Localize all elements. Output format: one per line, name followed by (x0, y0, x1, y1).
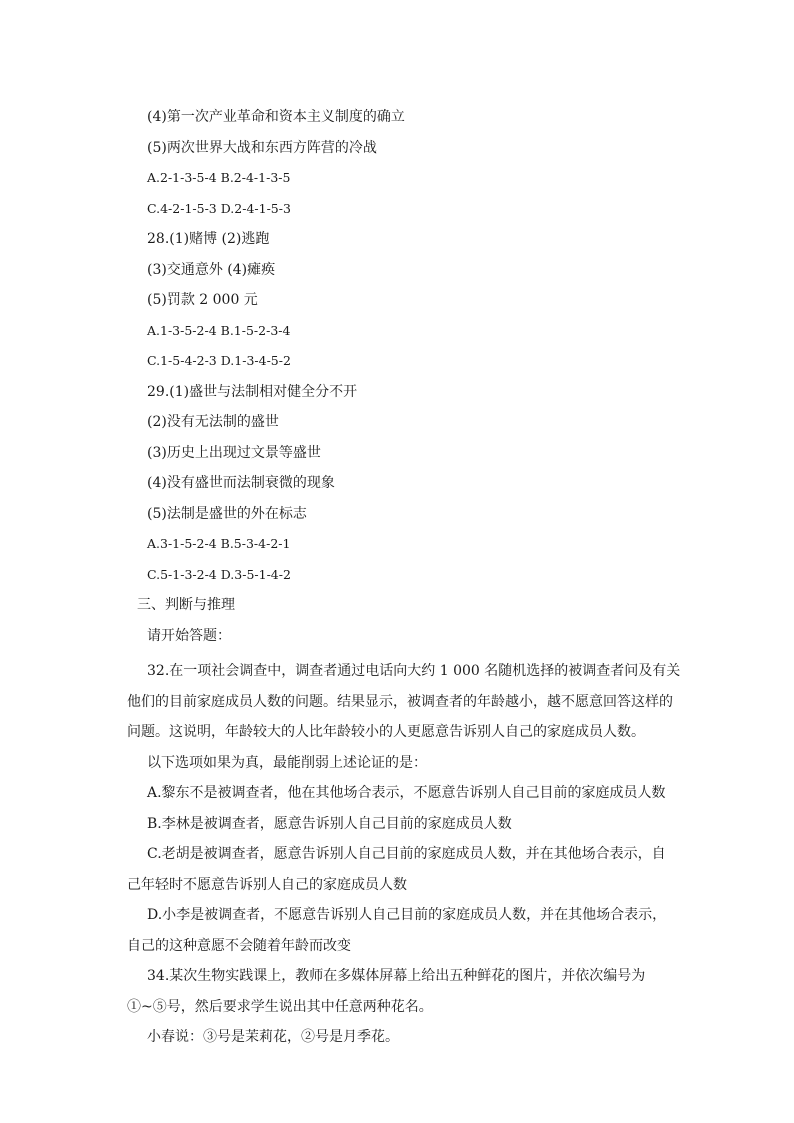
question-32-line: 32.在一项社会调查中，调查者通过电话向大约 1 000 名随机选择的被调查者问及有关 (147, 663, 681, 679)
question-line: 28.(1)赌博 (2)逃跑 (147, 231, 270, 247)
text-line: (4)第一次产业革命和资本主义制度的确立 (147, 109, 405, 125)
option-a: A.黎东不是被调查者，他在其他场合表示，不愿意告诉别人自己目前的家庭成员人数 (147, 785, 666, 801)
text-line: (5)罚款 2 000 元 (147, 292, 258, 308)
option-line: A.3-1-5-2-4 B.5-3-4-2-1 (147, 536, 291, 551)
question-34-line: 34.某次生物实践课上，教师在多媒体屏幕上给出五种鲜花的图片，并依次编号为 (147, 968, 646, 984)
option-d-cont: 自己的这种意愿不会随着年龄而改变 (127, 937, 351, 954)
text-line: (5)法制是盛世的外在标志 (147, 505, 307, 522)
question-32-prompt: 以下选项如果为真，最能削弱上述论证的是： (147, 754, 427, 771)
option-line: A.1-3-5-2-4 B.1-5-2-3-4 (147, 322, 291, 338)
text-line: (3)交通意外 (4)瘫痪 (147, 261, 276, 278)
question-32-line: 他们的目前家庭成员人数的问题。结果显示，被调查者的年龄越小，越不愿意回答这样的 (127, 693, 673, 710)
instruction-line: 请开始答题： (147, 627, 231, 644)
text-line: (3)历史上出现过文景等盛世 (147, 444, 321, 461)
question-32-line: 问题。这说明，年龄较大的人比年龄较小的人更愿意告诉别人自己的家庭成员人数。 (127, 724, 645, 740)
option-line: C.4-2-1-5-3 D.2-4-1-5-3 (147, 200, 291, 216)
section-heading: 三、判断与推理 (137, 597, 235, 613)
question-34-line: 小春说：③号是茉莉花，②号是月季花。 (147, 1029, 399, 1045)
option-c-cont: 己年轻时不愿意告诉别人自己的家庭成员人数 (127, 876, 407, 893)
document-body (127, 107, 697, 1053)
option-line: A.2-1-3-5-4 B.2-4-1-3-5 (147, 170, 291, 185)
question-line: 29.(1)盛世与法制相对健全分不开 (147, 383, 358, 400)
option-line: C.1-5-4-2-3 D.1-3-4-5-2 (147, 353, 291, 368)
option-b: B.李林是被调查者，愿意告诉别人自己目前的家庭成员人数 (147, 815, 512, 832)
text-line: (5)两次世界大战和东西方阵营的冷战 (147, 139, 377, 156)
option-c: C.老胡是被调查者，愿意告诉别人自己目前的家庭成员人数，并在其他场合表示，自 (147, 846, 666, 862)
text-line: (2)没有无法制的盛世 (147, 414, 279, 430)
option-line: C.5-1-3-2-4 D.3-5-1-4-2 (147, 566, 291, 582)
option-d: D.小李是被调查者，不愿意告诉别人自己目前的家庭成员人数，并在其他场合表示， (147, 907, 667, 923)
question-34-line: ①~⑤号，然后要求学生说出其中任意两种花名。 (127, 998, 433, 1015)
text-line: (4)没有盛世而法制衰微的现象 (147, 475, 335, 491)
